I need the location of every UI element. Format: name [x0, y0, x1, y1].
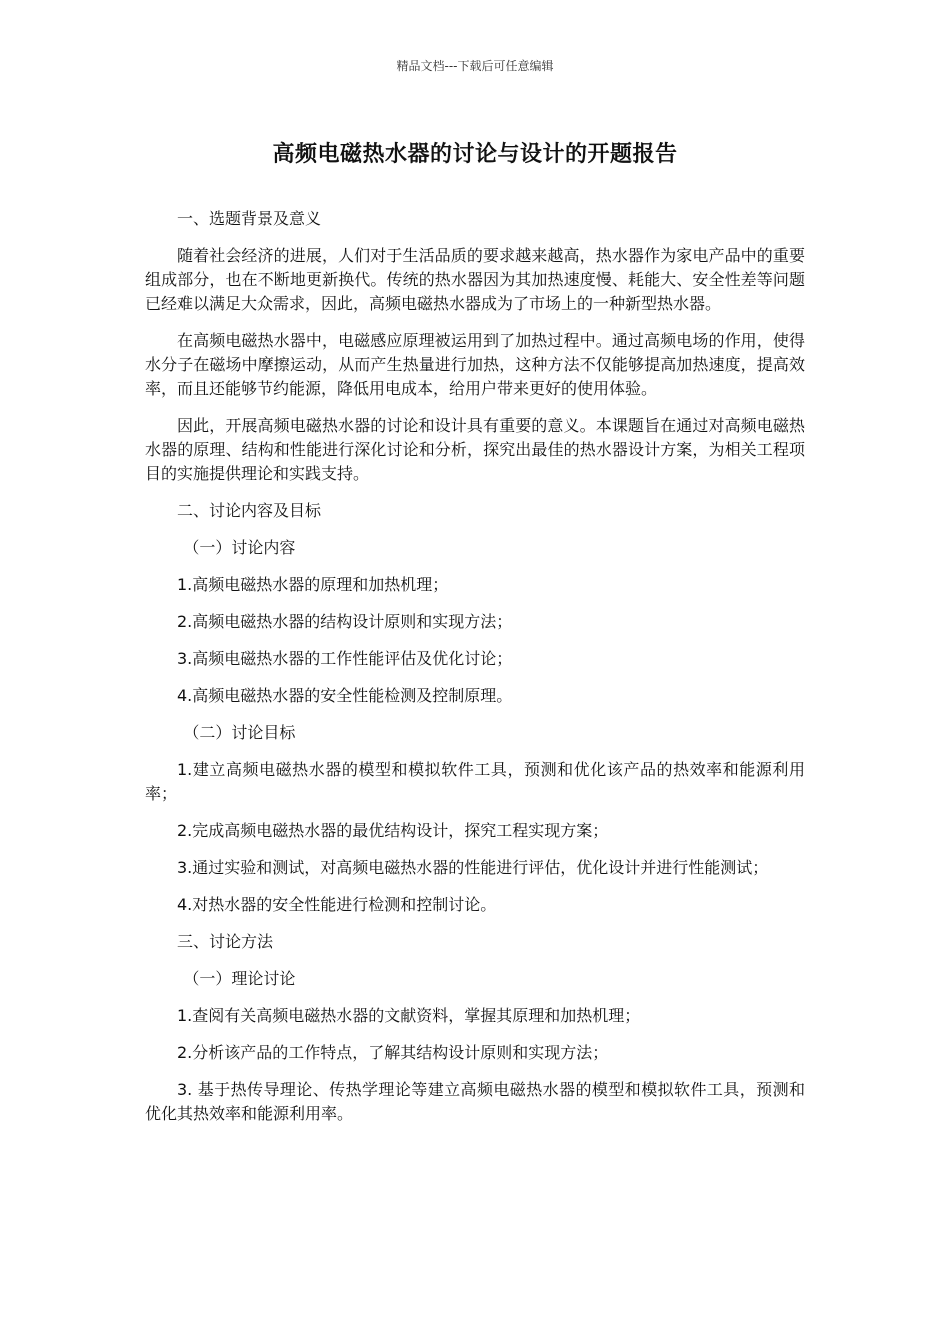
list-item: 1.查阅有关高频电磁热水器的文献资料，掌握其原理和加热机理；: [177, 1006, 641, 1025]
document-title: 高频电磁热水器的讨论与设计的开题报告: [272, 142, 678, 167]
section-heading-methods: 三、讨论方法: [177, 932, 274, 951]
section-heading-content-goals: 二、讨论内容及目标: [177, 501, 322, 520]
body-paragraph: 在高频电磁热水器中，电磁感应原理被运用到了加热过程中。通过高频电场的作用，使得水分子在磁场中摩擦运动，从而产生热量进行加热，这种方法不仅能够提高加热速度，提高效率，而且还能够节约能源，降低用电成本，给用户带来更好的使用体验。: [145, 331, 805, 398]
body-paragraph: 随着社会经济的进展，人们对于生活品质的要求越来越高，热水器作为家电产品中的重要组成部分，也在不断地更新换代。传统的热水器因为其加热速度慢、耗能大、安全性差等问题已经难以满足大众需求，因此，高频电磁热水器成为了市场上的一种新型热水器。: [145, 246, 805, 313]
list-item: 2.分析该产品的工作特点，了解其结构设计原则和实现方法；: [177, 1043, 609, 1062]
subsection-heading: （一）理论讨论: [183, 969, 296, 988]
list-item: 3.通过实验和测试，对高频电磁热水器的性能进行评估，优化设计并进行性能测试；: [177, 858, 769, 877]
list-item: 3. 基于热传导理论、传热学理论等建立高频电磁热水器的模型和模拟软件工具，预测和优化其热效率和能源利用率。: [145, 1080, 805, 1123]
list-item: 1.高频电磁热水器的原理和加热机理；: [177, 575, 449, 594]
list-item: 3.高频电磁热水器的工作性能评估及优化讨论；: [177, 649, 513, 668]
document-body: [145, 207, 805, 1139]
subsection-heading: （一）讨论内容: [183, 538, 296, 557]
list-item: 2.完成高频电磁热水器的最优结构设计，探究工程实现方案；: [177, 821, 609, 840]
section-heading-background: 一、选题背景及意义: [177, 209, 322, 228]
list-item: 2.高频电磁热水器的结构设计原则和实现方法；: [177, 612, 513, 631]
list-item: 4.高频电磁热水器的安全性能检测及控制原理。: [177, 686, 513, 705]
list-item: 4.对热水器的安全性能进行检测和控制讨论。: [177, 895, 497, 914]
body-paragraph: 因此，开展高频电磁热水器的讨论和设计具有重要的意义。本课题旨在通过对高频电磁热水器的原理、结构和性能进行深化讨论和分析，探究出最佳的热水器设计方案，为相关工程项目的实施提供理论和实践支持。: [145, 416, 805, 483]
page-header-note: 精品文档---下载后可任意编辑: [396, 59, 554, 73]
list-item: 1.建立高频电磁热水器的模型和模拟软件工具，预测和优化该产品的热效率和能源利用率；: [145, 760, 805, 803]
subsection-heading: （二）讨论目标: [183, 723, 296, 742]
